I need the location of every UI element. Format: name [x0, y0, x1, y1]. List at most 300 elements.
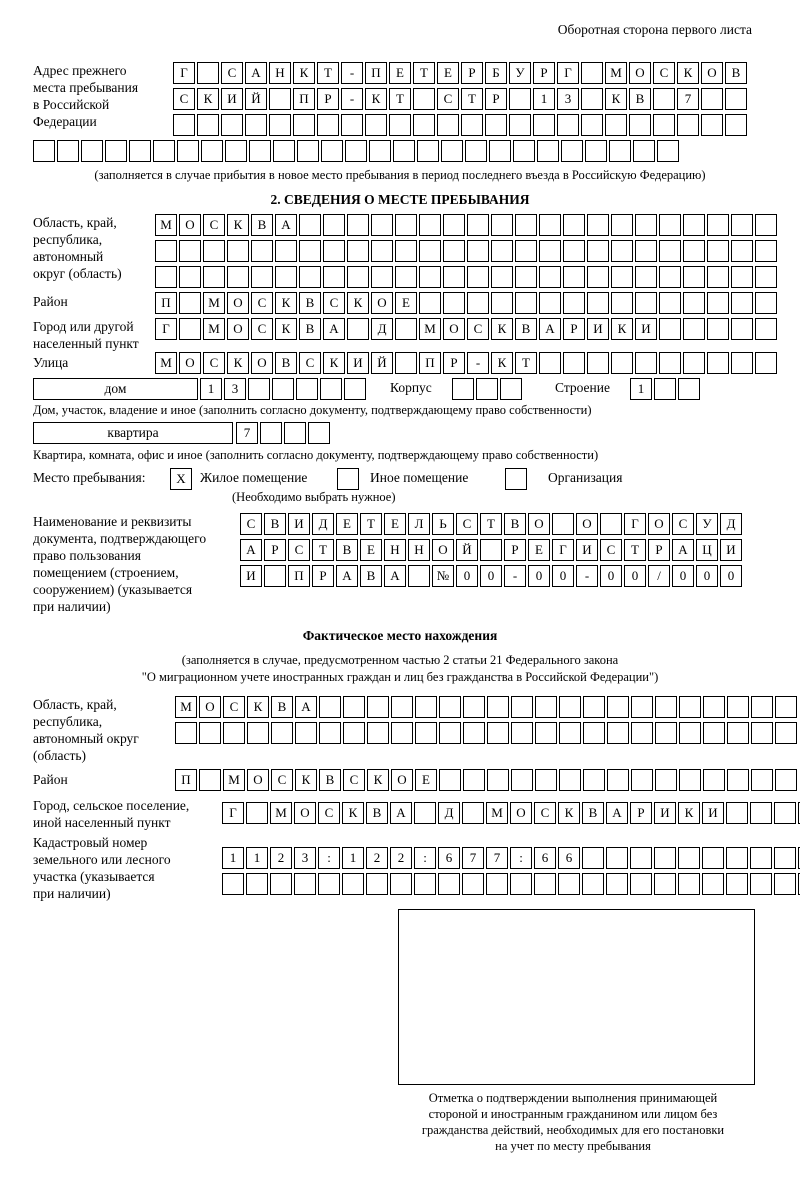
char-cell[interactable]	[683, 318, 705, 340]
char-cell[interactable]	[731, 240, 753, 262]
char-cell[interactable]: И	[576, 539, 598, 561]
char-cell[interactable]	[611, 352, 633, 374]
char-cell[interactable]: Й	[245, 88, 267, 110]
char-cell[interactable]: К	[342, 802, 364, 824]
char-cell[interactable]	[727, 769, 749, 791]
char-cell[interactable]	[707, 214, 729, 236]
char-cell[interactable]	[659, 318, 681, 340]
char-cell[interactable]: С	[251, 318, 273, 340]
char-cell[interactable]	[463, 769, 485, 791]
char-cell[interactable]	[731, 292, 753, 314]
char-cell[interactable]	[297, 140, 319, 162]
char-cell[interactable]: В	[251, 214, 273, 236]
char-cell[interactable]: А	[275, 214, 297, 236]
char-cell[interactable]	[511, 769, 533, 791]
char-cell[interactable]	[441, 140, 463, 162]
char-cell[interactable]	[391, 696, 413, 718]
char-cell[interactable]: К	[293, 62, 315, 84]
char-cell[interactable]	[129, 140, 151, 162]
char-cell[interactable]	[365, 114, 387, 136]
char-cell[interactable]	[480, 539, 502, 561]
char-cell[interactable]	[347, 318, 369, 340]
char-cell[interactable]: Д	[720, 513, 742, 535]
char-cell[interactable]	[635, 266, 657, 288]
char-cell[interactable]	[489, 140, 511, 162]
char-cell[interactable]: 0	[600, 565, 622, 587]
char-cell[interactable]: -	[504, 565, 526, 587]
actual-district-row[interactable]	[175, 769, 797, 791]
char-cell[interactable]	[251, 266, 273, 288]
char-cell[interactable]	[199, 769, 221, 791]
char-cell[interactable]	[678, 873, 700, 895]
char-cell[interactable]: Т	[624, 539, 646, 561]
char-cell[interactable]: 0	[528, 565, 550, 587]
char-cell[interactable]: К	[227, 214, 249, 236]
char-cell[interactable]: Т	[360, 513, 382, 535]
char-cell[interactable]	[203, 240, 225, 262]
char-cell[interactable]: Е	[395, 292, 417, 314]
char-cell[interactable]	[371, 240, 393, 262]
char-cell[interactable]	[395, 318, 417, 340]
char-cell[interactable]	[611, 292, 633, 314]
char-cell[interactable]: Г	[173, 62, 195, 84]
char-cell[interactable]: И	[587, 318, 609, 340]
char-cell[interactable]	[707, 240, 729, 262]
char-cell[interactable]: 6	[438, 847, 460, 869]
char-cell[interactable]	[343, 696, 365, 718]
char-cell[interactable]: Ь	[432, 513, 454, 535]
char-cell[interactable]	[683, 352, 705, 374]
char-cell[interactable]	[515, 214, 537, 236]
char-cell[interactable]: А	[240, 539, 262, 561]
char-cell[interactable]: О	[576, 513, 598, 535]
char-cell[interactable]	[511, 696, 533, 718]
char-cell[interactable]	[635, 214, 657, 236]
char-cell[interactable]	[678, 378, 700, 400]
char-cell[interactable]: 1	[246, 847, 268, 869]
char-cell[interactable]	[343, 722, 365, 744]
char-cell[interactable]: П	[365, 62, 387, 84]
char-cell[interactable]: И	[221, 88, 243, 110]
char-cell[interactable]: С	[437, 88, 459, 110]
char-cell[interactable]: И	[347, 352, 369, 374]
char-cell[interactable]: А	[384, 565, 406, 587]
char-cell[interactable]	[534, 873, 556, 895]
char-cell[interactable]: О	[443, 318, 465, 340]
char-cell[interactable]: С	[534, 802, 556, 824]
char-cell[interactable]	[347, 266, 369, 288]
char-cell[interactable]	[583, 696, 605, 718]
char-cell[interactable]: Е	[360, 539, 382, 561]
char-cell[interactable]	[609, 140, 631, 162]
char-cell[interactable]	[223, 722, 245, 744]
char-cell[interactable]	[271, 722, 293, 744]
char-cell[interactable]	[587, 214, 609, 236]
char-cell[interactable]: М	[486, 802, 508, 824]
char-cell[interactable]	[701, 114, 723, 136]
char-cell[interactable]	[389, 114, 411, 136]
char-cell[interactable]: И	[720, 539, 742, 561]
char-cell[interactable]	[284, 422, 306, 444]
char-cell[interactable]	[655, 722, 677, 744]
char-cell[interactable]	[607, 722, 629, 744]
char-cell[interactable]	[511, 722, 533, 744]
char-cell[interactable]	[583, 722, 605, 744]
char-cell[interactable]	[247, 722, 269, 744]
char-cell[interactable]: А	[606, 802, 628, 824]
char-cell[interactable]: М	[203, 318, 225, 340]
char-cell[interactable]	[751, 696, 773, 718]
char-cell[interactable]: В	[264, 513, 286, 535]
char-cell[interactable]	[539, 266, 561, 288]
char-cell[interactable]	[317, 114, 339, 136]
char-cell[interactable]	[679, 722, 701, 744]
char-cell[interactable]	[413, 114, 435, 136]
char-cell[interactable]	[295, 722, 317, 744]
char-cell[interactable]: -	[467, 352, 489, 374]
char-cell[interactable]	[321, 140, 343, 162]
char-cell[interactable]	[659, 214, 681, 236]
char-cell[interactable]: В	[629, 88, 651, 110]
char-cell[interactable]: 7	[462, 847, 484, 869]
char-cell[interactable]	[500, 378, 522, 400]
char-cell[interactable]	[273, 140, 295, 162]
char-cell[interactable]: Т	[515, 352, 537, 374]
char-cell[interactable]	[659, 352, 681, 374]
char-cell[interactable]	[391, 722, 413, 744]
section2-district-row[interactable]	[155, 292, 777, 314]
char-cell[interactable]	[415, 722, 437, 744]
char-cell[interactable]: Е	[528, 539, 550, 561]
char-cell[interactable]	[439, 769, 461, 791]
char-cell[interactable]	[476, 378, 498, 400]
char-cell[interactable]	[491, 266, 513, 288]
char-cell[interactable]: О	[510, 802, 532, 824]
char-cell[interactable]	[323, 240, 345, 262]
char-cell[interactable]: К	[491, 318, 513, 340]
char-cell[interactable]	[371, 266, 393, 288]
char-cell[interactable]	[299, 240, 321, 262]
char-cell[interactable]: 2	[390, 847, 412, 869]
char-cell[interactable]	[197, 62, 219, 84]
char-cell[interactable]	[179, 292, 201, 314]
char-cell[interactable]	[755, 318, 777, 340]
document-row-2[interactable]	[240, 539, 742, 561]
char-cell[interactable]: С	[672, 513, 694, 535]
char-cell[interactable]	[275, 266, 297, 288]
char-cell[interactable]: О	[179, 214, 201, 236]
char-cell[interactable]	[731, 214, 753, 236]
char-cell[interactable]: М	[155, 352, 177, 374]
char-cell[interactable]	[774, 847, 796, 869]
char-cell[interactable]	[415, 696, 437, 718]
char-cell[interactable]	[462, 873, 484, 895]
stay-type-option-organization-checkbox[interactable]	[505, 468, 527, 490]
char-cell[interactable]: :	[414, 847, 436, 869]
char-cell[interactable]	[249, 140, 271, 162]
char-cell[interactable]	[606, 873, 628, 895]
char-cell[interactable]	[419, 266, 441, 288]
char-cell[interactable]: А	[245, 62, 267, 84]
char-cell[interactable]	[630, 847, 652, 869]
char-cell[interactable]	[750, 873, 772, 895]
char-cell[interactable]	[585, 140, 607, 162]
char-cell[interactable]: К	[197, 88, 219, 110]
char-cell[interactable]	[535, 722, 557, 744]
char-cell[interactable]: /	[648, 565, 670, 587]
section2-city-row[interactable]	[155, 318, 777, 340]
char-cell[interactable]: И	[702, 802, 724, 824]
char-cell[interactable]	[197, 114, 219, 136]
char-cell[interactable]: М	[155, 214, 177, 236]
char-cell[interactable]	[587, 292, 609, 314]
char-cell[interactable]	[607, 696, 629, 718]
char-cell[interactable]	[221, 114, 243, 136]
char-cell[interactable]	[344, 378, 366, 400]
char-cell[interactable]	[227, 266, 249, 288]
char-cell[interactable]: С	[223, 696, 245, 718]
char-cell[interactable]	[320, 378, 342, 400]
char-cell[interactable]: Р	[504, 539, 526, 561]
char-cell[interactable]: О	[371, 292, 393, 314]
char-cell[interactable]: В	[515, 318, 537, 340]
char-cell[interactable]: Р	[563, 318, 585, 340]
char-cell[interactable]	[563, 240, 585, 262]
char-cell[interactable]	[582, 873, 604, 895]
char-cell[interactable]: К	[227, 352, 249, 374]
char-cell[interactable]: 2	[366, 847, 388, 869]
char-cell[interactable]	[775, 696, 797, 718]
char-cell[interactable]	[467, 292, 489, 314]
char-cell[interactable]: С	[203, 214, 225, 236]
house-number-cells[interactable]	[200, 378, 366, 400]
char-cell[interactable]	[559, 769, 581, 791]
char-cell[interactable]: 0	[696, 565, 718, 587]
char-cell[interactable]: К	[367, 769, 389, 791]
char-cell[interactable]	[583, 769, 605, 791]
char-cell[interactable]	[342, 873, 364, 895]
actual-region-row-2[interactable]	[175, 722, 797, 744]
char-cell[interactable]	[491, 240, 513, 262]
char-cell[interactable]	[563, 292, 585, 314]
char-cell[interactable]	[246, 873, 268, 895]
char-cell[interactable]: К	[275, 318, 297, 340]
char-cell[interactable]: И	[635, 318, 657, 340]
char-cell[interactable]: А	[539, 318, 561, 340]
char-cell[interactable]	[225, 140, 247, 162]
char-cell[interactable]	[369, 140, 391, 162]
char-cell[interactable]	[582, 847, 604, 869]
char-cell[interactable]	[251, 240, 273, 262]
section2-street-row[interactable]	[155, 352, 777, 374]
char-cell[interactable]: Д	[438, 802, 460, 824]
char-cell[interactable]	[105, 140, 127, 162]
char-cell[interactable]	[535, 769, 557, 791]
char-cell[interactable]	[155, 266, 177, 288]
char-cell[interactable]: 7	[486, 847, 508, 869]
char-cell[interactable]	[270, 873, 292, 895]
char-cell[interactable]	[246, 802, 268, 824]
char-cell[interactable]: И	[288, 513, 310, 535]
char-cell[interactable]: М	[203, 292, 225, 314]
char-cell[interactable]	[726, 847, 748, 869]
char-cell[interactable]: С	[343, 769, 365, 791]
char-cell[interactable]	[408, 565, 430, 587]
char-cell[interactable]: О	[648, 513, 670, 535]
char-cell[interactable]	[486, 873, 508, 895]
char-cell[interactable]	[414, 802, 436, 824]
char-cell[interactable]	[371, 214, 393, 236]
char-cell[interactable]: 1	[222, 847, 244, 869]
char-cell[interactable]	[81, 140, 103, 162]
section2-region-row-2[interactable]	[155, 240, 777, 262]
char-cell[interactable]	[707, 292, 729, 314]
char-cell[interactable]	[248, 378, 270, 400]
char-cell[interactable]: Т	[317, 62, 339, 84]
char-cell[interactable]: Г	[624, 513, 646, 535]
char-cell[interactable]: М	[419, 318, 441, 340]
char-cell[interactable]: О	[701, 62, 723, 84]
char-cell[interactable]: О	[199, 696, 221, 718]
cadastral-row-1[interactable]	[222, 847, 800, 869]
char-cell[interactable]: О	[432, 539, 454, 561]
char-cell[interactable]	[653, 88, 675, 110]
char-cell[interactable]: О	[251, 352, 273, 374]
char-cell[interactable]	[678, 847, 700, 869]
char-cell[interactable]: В	[336, 539, 358, 561]
char-cell[interactable]	[606, 847, 628, 869]
char-cell[interactable]: 1	[630, 378, 652, 400]
char-cell[interactable]	[347, 240, 369, 262]
char-cell[interactable]	[774, 873, 796, 895]
char-cell[interactable]	[581, 114, 603, 136]
char-cell[interactable]	[654, 847, 676, 869]
prev-address-row-2[interactable]	[173, 88, 747, 110]
char-cell[interactable]	[701, 88, 723, 110]
char-cell[interactable]: Й	[371, 352, 393, 374]
char-cell[interactable]	[631, 696, 653, 718]
char-cell[interactable]	[487, 722, 509, 744]
char-cell[interactable]	[539, 240, 561, 262]
char-cell[interactable]	[491, 292, 513, 314]
char-cell[interactable]: Р	[630, 802, 652, 824]
char-cell[interactable]	[367, 696, 389, 718]
char-cell[interactable]: В	[504, 513, 526, 535]
char-cell[interactable]: Й	[456, 539, 478, 561]
char-cell[interactable]	[175, 722, 197, 744]
char-cell[interactable]: 1	[200, 378, 222, 400]
char-cell[interactable]	[272, 378, 294, 400]
document-row-1[interactable]	[240, 513, 742, 535]
char-cell[interactable]	[467, 240, 489, 262]
char-cell[interactable]: В	[271, 696, 293, 718]
char-cell[interactable]: К	[295, 769, 317, 791]
char-cell[interactable]	[395, 214, 417, 236]
char-cell[interactable]	[587, 352, 609, 374]
stamp-box[interactable]	[398, 909, 755, 1085]
char-cell[interactable]	[395, 240, 417, 262]
char-cell[interactable]	[299, 266, 321, 288]
char-cell[interactable]	[600, 513, 622, 535]
char-cell[interactable]	[443, 240, 465, 262]
char-cell[interactable]: О	[294, 802, 316, 824]
char-cell[interactable]: С	[600, 539, 622, 561]
char-cell[interactable]	[452, 378, 474, 400]
char-cell[interactable]: Т	[461, 88, 483, 110]
char-cell[interactable]	[657, 140, 679, 162]
char-cell[interactable]: С	[288, 539, 310, 561]
char-cell[interactable]	[293, 114, 315, 136]
char-cell[interactable]	[57, 140, 79, 162]
char-cell[interactable]	[510, 873, 532, 895]
char-cell[interactable]	[155, 240, 177, 262]
char-cell[interactable]	[537, 140, 559, 162]
char-cell[interactable]	[702, 873, 724, 895]
flat-cells[interactable]	[236, 422, 330, 444]
char-cell[interactable]	[581, 62, 603, 84]
char-cell[interactable]	[539, 292, 561, 314]
char-cell[interactable]: 0	[552, 565, 574, 587]
char-cell[interactable]: 7	[236, 422, 258, 444]
char-cell[interactable]: 0	[672, 565, 694, 587]
char-cell[interactable]: Б	[485, 62, 507, 84]
char-cell[interactable]	[222, 873, 244, 895]
char-cell[interactable]	[323, 266, 345, 288]
char-cell[interactable]	[515, 266, 537, 288]
char-cell[interactable]: Р	[533, 62, 555, 84]
char-cell[interactable]: П	[419, 352, 441, 374]
char-cell[interactable]: С	[456, 513, 478, 535]
char-cell[interactable]	[33, 140, 55, 162]
char-cell[interactable]: С	[323, 292, 345, 314]
char-cell[interactable]	[308, 422, 330, 444]
char-cell[interactable]	[345, 140, 367, 162]
char-cell[interactable]: С	[240, 513, 262, 535]
char-cell[interactable]	[635, 292, 657, 314]
char-cell[interactable]	[557, 114, 579, 136]
char-cell[interactable]	[611, 240, 633, 262]
stay-type-option-other-checkbox[interactable]	[337, 468, 359, 490]
char-cell[interactable]: С	[653, 62, 675, 84]
char-cell[interactable]	[296, 378, 318, 400]
section2-region-row-3[interactable]	[155, 266, 777, 288]
char-cell[interactable]	[443, 292, 465, 314]
char-cell[interactable]: 6	[558, 847, 580, 869]
char-cell[interactable]	[533, 114, 555, 136]
char-cell[interactable]: С	[467, 318, 489, 340]
char-cell[interactable]	[179, 266, 201, 288]
char-cell[interactable]: Т	[312, 539, 334, 561]
char-cell[interactable]: П	[293, 88, 315, 110]
char-cell[interactable]: Р	[312, 565, 334, 587]
char-cell[interactable]: Т	[389, 88, 411, 110]
char-cell[interactable]	[679, 769, 701, 791]
char-cell[interactable]	[630, 873, 652, 895]
char-cell[interactable]: К	[611, 318, 633, 340]
char-cell[interactable]: К	[275, 292, 297, 314]
char-cell[interactable]	[199, 722, 221, 744]
char-cell[interactable]: Г	[552, 539, 574, 561]
char-cell[interactable]	[707, 266, 729, 288]
char-cell[interactable]: 0	[624, 565, 646, 587]
char-cell[interactable]	[654, 873, 676, 895]
char-cell[interactable]	[727, 696, 749, 718]
char-cell[interactable]: Л	[408, 513, 430, 535]
char-cell[interactable]: Е	[389, 62, 411, 84]
char-cell[interactable]: А	[336, 565, 358, 587]
char-cell[interactable]: 0	[480, 565, 502, 587]
char-cell[interactable]	[463, 722, 485, 744]
